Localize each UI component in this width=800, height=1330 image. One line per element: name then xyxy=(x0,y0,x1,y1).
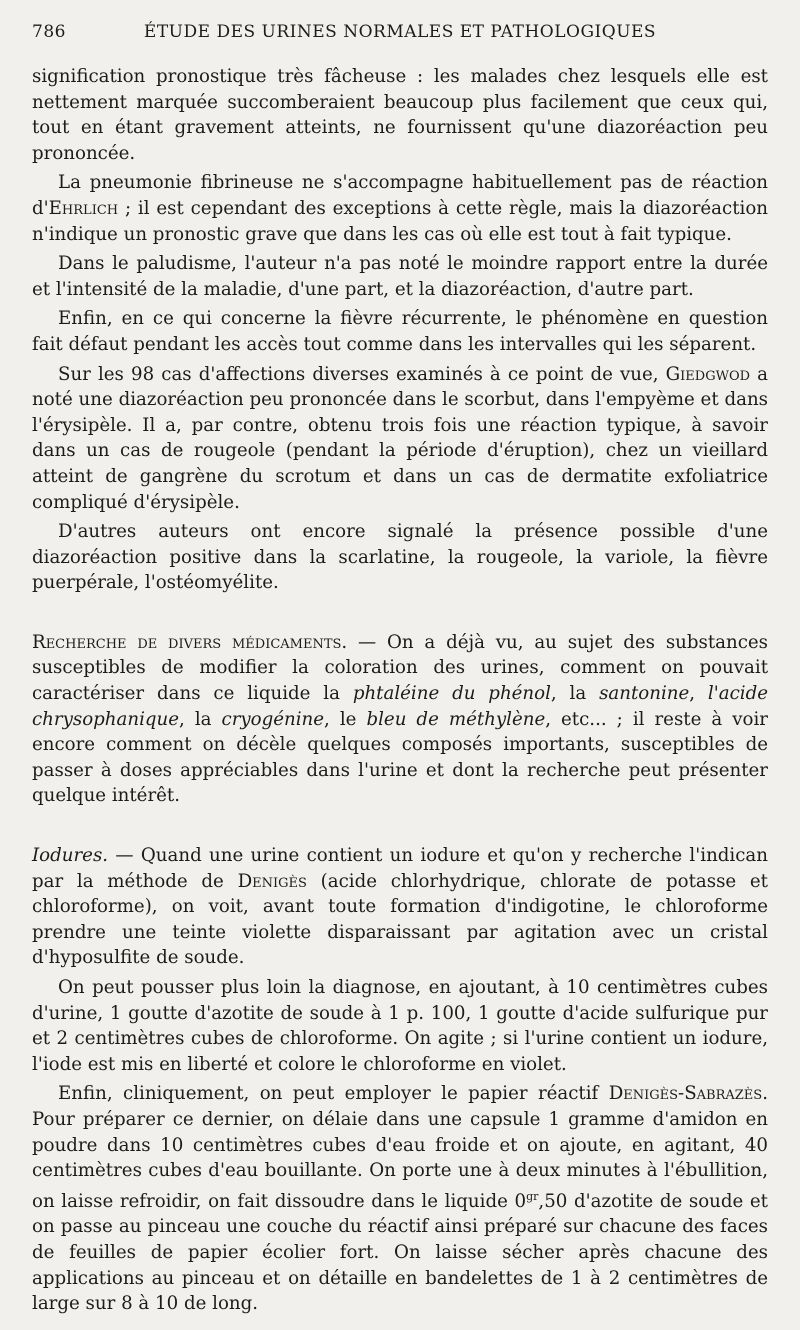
section-heading: Recherche de divers médicaments. xyxy=(32,631,348,653)
author-name: Ehrlich xyxy=(48,197,119,219)
page-number: 786 xyxy=(32,22,66,42)
unit-superscript: gr xyxy=(526,1189,539,1203)
paragraph-iodures: Iodures. — Quand une urine contient un iodure et qu'on y recherche l'indican par la méthode de Denigès (acide chlorhydrique, chlorate de potasse et chloroforme), on voit, avant toute formation d'indigotine, le chloroforme prendre une teinte violette disparaissant par agitation avec un cristal d'hyposulfite de soude. xyxy=(32,845,768,969)
paragraph-papier-reactif: Enfin, cliniquement, on peut employer le papier réactif Denigès-Sabrazès. Pour préparer ce dernier, on délaie dans une capsule 1 gramme d'amidon en poudre dans 10 centimètres cubes d'eau froide et on ajoute, en agitant, 40 centimètres cubes d'eau bouillante. On porte une à deux minutes à l'ébullition, on laisse refroidir, on fait dissoudre dans le liquide $0^{gr},50$ d'azotite de soude et on passe au pinceau une couche du réactif ainsi préparé sur chacune des faces de feuilles de papier écolier fort. On laisse sécher après chacune des applications au pinceau et on détaille en bandelettes de 1 à 2 centimètres de large sur 8 à 10 de long. xyxy=(32,1083,768,1315)
section-gap xyxy=(32,813,768,843)
paragraph-giedgwod: Sur les 98 cas d'affections diverses examinés à ce point de vue, Giedgwod a noté une diazoréaction peu prononcée dans le scorbut, dans l'empyème et dans l'érysipèle. Il a, par contre, obtenu trois fois une réaction typique, à savoir dans un cas de rougeole (pendant la période d'éruption), chez un vieillard atteint de gangrène du scrotum et dans un cas de dermatite exfoliatrice compliqué d'érysipèle. xyxy=(32,363,769,513)
paragraph-autres-auteurs: D'autres auteurs ont encore signalé la présence possible d'une diazoréaction positive dans la scarlatine, la rougeole, la variole, la fièvre puerpérale, l'ostéomyélite. xyxy=(32,521,768,594)
section-gap xyxy=(32,600,768,630)
running-header xyxy=(32,22,768,52)
paragraph-fievre-recurrente: Enfin, en ce qui concerne la fièvre récurrente, le phénomène en question fait défaut pendant les accès tout comme dans les intervalles qui les séparent. xyxy=(32,308,768,355)
paragraph-pneumonie: La pneumonie fibrineuse ne s'accompagne habituellement pas de réaction d'Ehrlich ; il est cependant des exceptions à cette règle, mais la diazoréaction n'indique un pronostic grave que dans les cas où elle est tout à fait typique. xyxy=(32,172,768,245)
section-heading: Iodures. xyxy=(32,845,109,867)
running-title: ÉTUDE DES URINES NORMALES ET PATHOLOGIQUES xyxy=(143,22,657,42)
author-name: Giedgwod xyxy=(665,363,751,385)
paragraph-continuation: signification pronostique très fâcheuse : les malades chez lesquels elle est nettement marquée succomberaient beaucoup plus facilement que ceux qui, tout en étant gravement atteints, ne fournissent qu'une diazoréaction peu prononcée. xyxy=(32,66,768,164)
page-body xyxy=(32,64,768,1317)
paragraph-paludisme: Dans le paludisme, l'auteur n'a pas noté le moindre rapport entre la durée et l'intensité de la maladie, d'une part, et la diazoréaction, d'autre part. xyxy=(32,253,768,300)
author-name: Denigès-Sabrazès xyxy=(608,1083,763,1105)
author-name: Denigès xyxy=(237,870,307,892)
paragraph-medicaments: Recherche de divers médicaments. — On a déjà vu, au sujet des substances susceptibles de modifier la coloration des urines, comment on pouvait caractériser dans ce liquide la phtaléine du phénol, la santonine, l'acide chrysophanique, la cryogénine, le bleu de méthylène, etc... ; il reste à voir encore comment on décèle quelques composés importants, susceptibles de passer à doses appréciables dans l'urine et dont la recherche peut présenter quelque intérêt. xyxy=(32,631,768,807)
paragraph-diagnose: On peut pousser plus loin la diagnose, en ajoutant, à 10 centimètres cubes d'urine, 1 goutte d'azotite de soude à 1 p. 100, 1 goutte d'acide sulfurique pur et 2 centimètres cubes de chloroforme. On agite ; si l'urine contient un iodure, l'iode est mis en liberté et colore le chloroforme en violet. xyxy=(32,977,768,1075)
